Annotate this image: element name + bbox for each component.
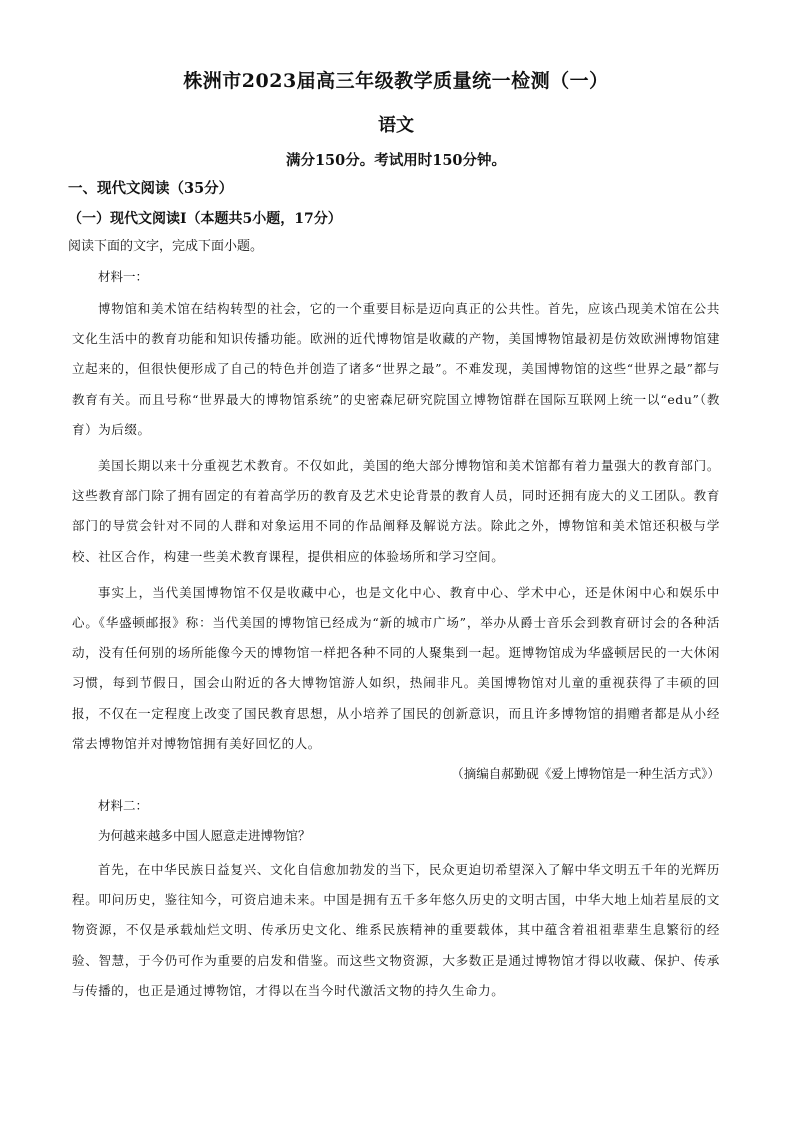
material-1-label: 材料一：	[98, 269, 149, 284]
exam-title: 株洲市2023届高三年级教学质量统一检测（一）	[183, 70, 609, 92]
subsection-heading: （一）现代文阅读Ⅰ（本题共5小题，17分）	[68, 211, 342, 227]
reading-instruction: 阅读下面的文字，完成下面小题。	[68, 239, 264, 254]
material-1-paragraph: 事实上，当代美国博物馆不仅是收藏中心，也是文化中心、教育中心、学术中心，还是休闲中心和娱乐中心。《华盛顿邮报》称：当代美国的博物馆已经成为“新的城市广场”，举办从爵士音乐会到教育研讨会的各种活动，没有任何别的场所能像今天的博物馆一样把各种不同的人聚集到一起。逛博物馆成为华盛顿居民的一大休闲习惯，每到节假日，国会山附近的各大博物馆游人如织，热闹非凡。美国博物馆对儿童的重视获得了丰硕的回报，不仅在一定程度上改变了国民教育思想，从小培养了国民的创新意识，而且许多博物馆的捐赠者都是从小经常去博物馆并对博物馆拥有美好回忆的人。	[72, 584, 720, 751]
material-2-paragraph: 首先，在中华民族日益复兴、文化自信愈加勃发的当下，民众更迫切希望深入了解中华文明五千年的光辉历程。叩问历史，鉴往知今，可资启迪未来。中国是拥有五千多年悠久历史的文明古国，中华大地上灿若星辰的文物资源，不仅是承载灿烂文明、传承历史文化、维系民族精神的重要载体，其中蕴含着祖祖辈辈生息繁衍的经验、智慧，于今仍可作为重要的启发和借鉴。而这些文物资源，大多数正是通过博物馆才得以收藏、保护、传承与传播的，也正是通过博物馆，才得以在当今时代激活文物的持久生命力。	[72, 862, 720, 998]
subject-title: 语文	[378, 115, 414, 136]
section-heading: 一、现代文阅读（35分）	[68, 180, 234, 197]
material-2-question: 为何越来越多中国人愿意走进博物馆？	[98, 828, 311, 844]
material-1-source: （摘编自郝勤砚《爱上博物馆是一种生活方式》）	[451, 766, 720, 782]
document-page	[68, 66, 720, 1006]
exam-note: 满分150分。考试用时150分钟。	[285, 152, 507, 169]
material-1-paragraph: 美国长期以来十分重视艺术教育。不仅如此，美国的绝大部分博物馆和美术馆都有着力量强大的教育部门。这些教育部门除了拥有固定的有着高学历的教育及艺术史论背景的教育人员，同时还拥有庞大的义工团队。教育部门的导赏会针对不同的人群和对象运用不同的作品阐释及解说方法。除此之外，博物馆和美术馆还积极与学校、社区合作，构建一些美术教育课程，提供相应的体验场所和学习空间。	[72, 458, 720, 564]
material-1-paragraph: 博物馆和美术馆在结构转型的社会，它的一个重要目标是迈向真正的公共性。首先，应该凸现美术馆在公共文化生活中的教育功能和知识传播功能。欧洲的近代博物馆是收藏的产物，美国博物馆最初是仿效欧洲博物馆建立起来的，但很快便形成了自己的特色并创造了诸多“世界之最”。不难发现，美国博物馆的这些“世界之最”都与教育有关。而且号称“世界最大的博物馆系统”的史密森尼研究院国立博物馆群在国际互联网上统一以“edu”（教育）为后缀。	[72, 301, 720, 437]
material-2-label: 材料二：	[98, 798, 149, 814]
